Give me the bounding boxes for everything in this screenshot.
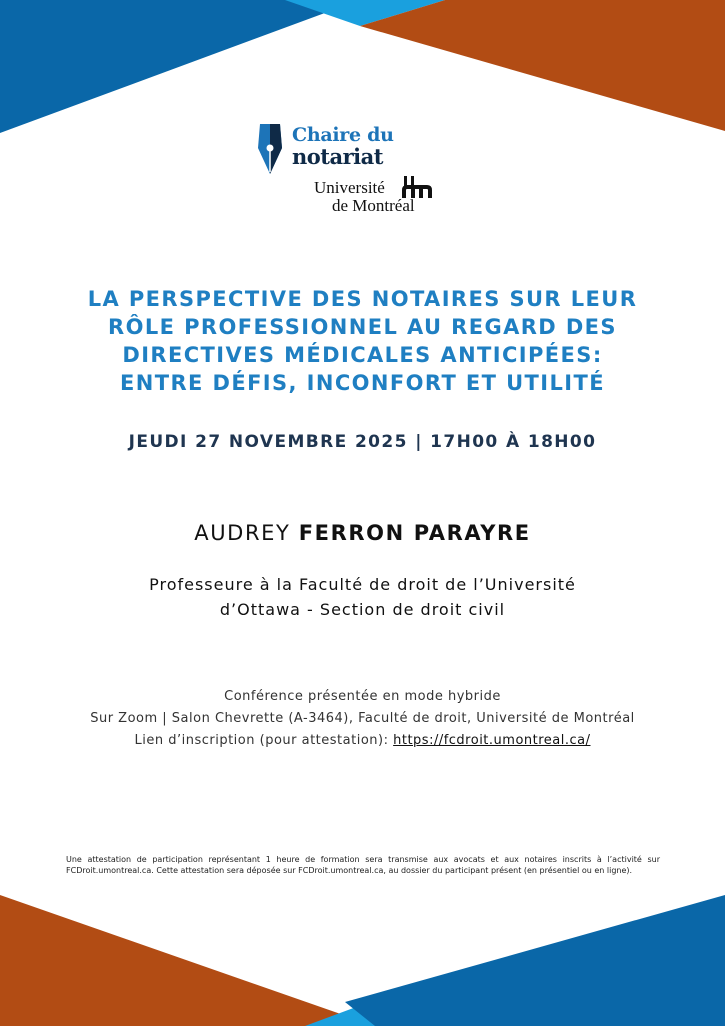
bottom-left-orange-triangle bbox=[0, 895, 375, 1026]
title-line: DIRECTIVES MÉDICALES ANTICIPÉES: bbox=[122, 343, 603, 367]
event-title bbox=[60, 285, 665, 397]
title-line: ENTRE DÉFIS, INCONFORT ET UTILITÉ bbox=[120, 371, 605, 395]
registration-line bbox=[30, 730, 695, 752]
top-right-orange-triangle bbox=[360, 0, 725, 131]
registration-label: Lien d’inscription (pour attestation): bbox=[134, 733, 389, 748]
affiliation-line: d’Ottawa - Section de droit civil bbox=[219, 600, 506, 619]
logo-montreal-text: de Montréal bbox=[332, 196, 415, 215]
bottom-right-blue-triangle bbox=[345, 895, 725, 1026]
event-date-time: JEUDI 27 NOVEMBRE 2025 | 17H00 À 18H00 bbox=[128, 432, 597, 452]
logo-universite-text: Université bbox=[314, 178, 385, 197]
logo-chaire-text: Chaire du bbox=[292, 124, 394, 146]
event-info bbox=[30, 686, 695, 752]
speaker-last-name: FERRON PARAYRE bbox=[298, 521, 531, 545]
title-line: LA PERSPECTIVE DES NOTAIRES SUR LEUR bbox=[87, 287, 638, 311]
udem-emblem-icon bbox=[401, 176, 433, 198]
fountain-pen-nib-icon bbox=[256, 118, 284, 176]
event-location: Sur Zoom | Salon Chevrette (A-3464), Faculté de droit, Université de Montréal bbox=[90, 711, 635, 726]
title-line: RÔLE PROFESSIONNEL AU REGARD DES bbox=[108, 315, 617, 339]
chaire-notariat-logo bbox=[256, 116, 446, 216]
registration-link[interactable]: https://fcdroit.umontreal.ca/ bbox=[393, 733, 591, 748]
event-mode: Conférence présentée en mode hybride bbox=[224, 689, 501, 704]
attestation-footnote: Une attestation de participation représentant 1 heure de formation sera transmise aux avocats et aux notaires inscrits à l’activité sur FCDroit.umontreal.ca. Cette attestation sera déposée sur FCDroit.umontreal.ca, au dossier du participant présent (en présentiel ou en ligne). bbox=[66, 855, 660, 875]
logo-notariat-text: notariat bbox=[292, 144, 383, 169]
speaker-affiliation bbox=[60, 572, 665, 622]
speaker-first-name: AUDREY bbox=[194, 521, 291, 545]
speaker-name bbox=[60, 521, 665, 545]
affiliation-line: Professeure à la Faculté de droit de l’Université bbox=[149, 575, 576, 594]
top-left-blue-triangle bbox=[0, 0, 360, 133]
